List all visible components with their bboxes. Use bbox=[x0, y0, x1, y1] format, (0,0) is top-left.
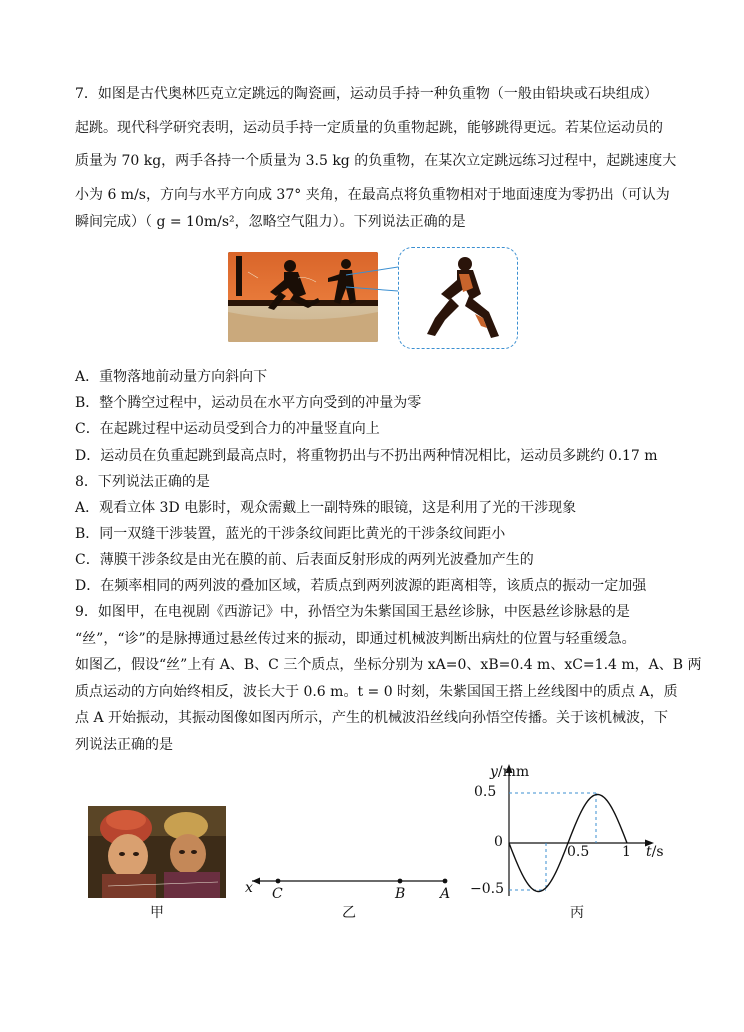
vibration-graph bbox=[470, 760, 680, 900]
graph-x-one: 1 bbox=[622, 844, 631, 860]
q8-option-b: B．同一双缝干涉装置，蓝光的干涉条纹间距比黄光的干涉条纹间距小 bbox=[75, 526, 506, 542]
point-a-label: A bbox=[440, 886, 451, 902]
caption-bing: 丙 bbox=[570, 905, 584, 921]
graph-y-bottom: −0.5 bbox=[470, 881, 504, 897]
q8-option-c: C．薄膜干涉条纹是由光在膜的前、后表面反射形成的两列光波叠加产生的 bbox=[75, 552, 534, 568]
q7-line-3: 质量为 70 kg，两手各持一个质量为 3.5 kg 的负重物，在某次立定跳远练习过程中，起跳速度大 bbox=[75, 153, 677, 169]
graph-x-half: 0.5 bbox=[567, 844, 590, 860]
q7-line-2: 起跳。现代科学研究表明，运动员手持一定质量的负重物起跳，能够跳得更远。若某位运动员的 bbox=[75, 120, 663, 136]
zoom-callout bbox=[398, 247, 518, 349]
q8-option-a: A．观看立体 3D 电影时，观众需戴上一副特殊的眼镜，这是利用了光的干涉现象 bbox=[75, 500, 577, 516]
q7-line-5: 瞬间完成）（ g = 10m/s²，忽略空气阻力）。下列说法正确的是 bbox=[75, 214, 466, 230]
q9-line-2: “丝”，“诊”的是脉搏通过悬丝传过来的振动，即通过机械波判断出病灶的位置与轻重缓急。 bbox=[75, 631, 636, 647]
point-c-label: C bbox=[272, 886, 283, 902]
q9-line-4: 质点运动的方向始终相反，波长大于 0.6 m。t = 0 时刻，朱紫国国王搭上丝线图中的质点 A，质 bbox=[75, 684, 678, 700]
pottery-figure bbox=[228, 247, 520, 349]
q9-line-5: 点 A 开始振动，其振动图像如图丙所示，产生的机械波沿丝线向孙悟空传播。关于该机械波，下 bbox=[75, 710, 669, 726]
point-b-marker bbox=[398, 879, 403, 884]
caption-yi: 乙 bbox=[342, 905, 356, 921]
q9-figures bbox=[0, 760, 744, 930]
q7-option-d: D．运动员在负重起跳到最高点时，将重物扔出与不扔出两种情况相比，运动员多跳约 0.17 m bbox=[75, 448, 658, 464]
q7-option-b: B．整个腾空过程中，运动员在水平方向受到的冲量为零 bbox=[75, 395, 422, 411]
q8-stem: 8．下列说法正确的是 bbox=[75, 474, 210, 490]
caption-jia: 甲 bbox=[150, 905, 164, 921]
graph-y-zero: 0 bbox=[494, 834, 503, 850]
point-a-marker bbox=[443, 879, 448, 884]
q7-line-1: 7．如图是古代奥林匹克立定跳远的陶瓷画，运动员手持一种负重物（一般由铅块或石块组成） bbox=[75, 86, 658, 102]
point-c-marker bbox=[276, 879, 281, 884]
q8-option-d: D．在频率相同的两列波的叠加区域，若质点到两列波源的距离相等，该质点的振动一定加强 bbox=[75, 578, 647, 594]
q7-line-4: 小为 6 m/s，方向与水平方向成 37° 夹角，在最高点将负重物相对于地面速度为零扔出（可认为 bbox=[75, 187, 670, 203]
tv-still-photo bbox=[88, 806, 226, 898]
q9-line-3: 如图乙，假设“丝”上有 A、B、C 三个质点，坐标分别为 xA=0、xB=0.4 m、xC=1.4 m，A、B 两 bbox=[75, 657, 702, 673]
graph-ylabel: y/mm bbox=[490, 764, 530, 780]
axis-x-label: x bbox=[245, 880, 253, 896]
q9-line-1: 9．如图甲，在电视剧《西游记》中，孙悟空为朱紫国国王悬丝诊脉，中医悬丝诊脉悬的是 bbox=[75, 604, 630, 620]
q9-line-6: 列说法正确的是 bbox=[75, 737, 173, 753]
graph-xlabel: t/s bbox=[646, 844, 664, 860]
q7-option-c: C．在起跳过程中运动员受到合力的冲量竖直向上 bbox=[75, 421, 380, 437]
graph-y-top: 0.5 bbox=[474, 784, 497, 800]
q7-option-a: A．重物落地前动量方向斜向下 bbox=[75, 369, 268, 385]
point-b-label: B bbox=[395, 886, 406, 902]
